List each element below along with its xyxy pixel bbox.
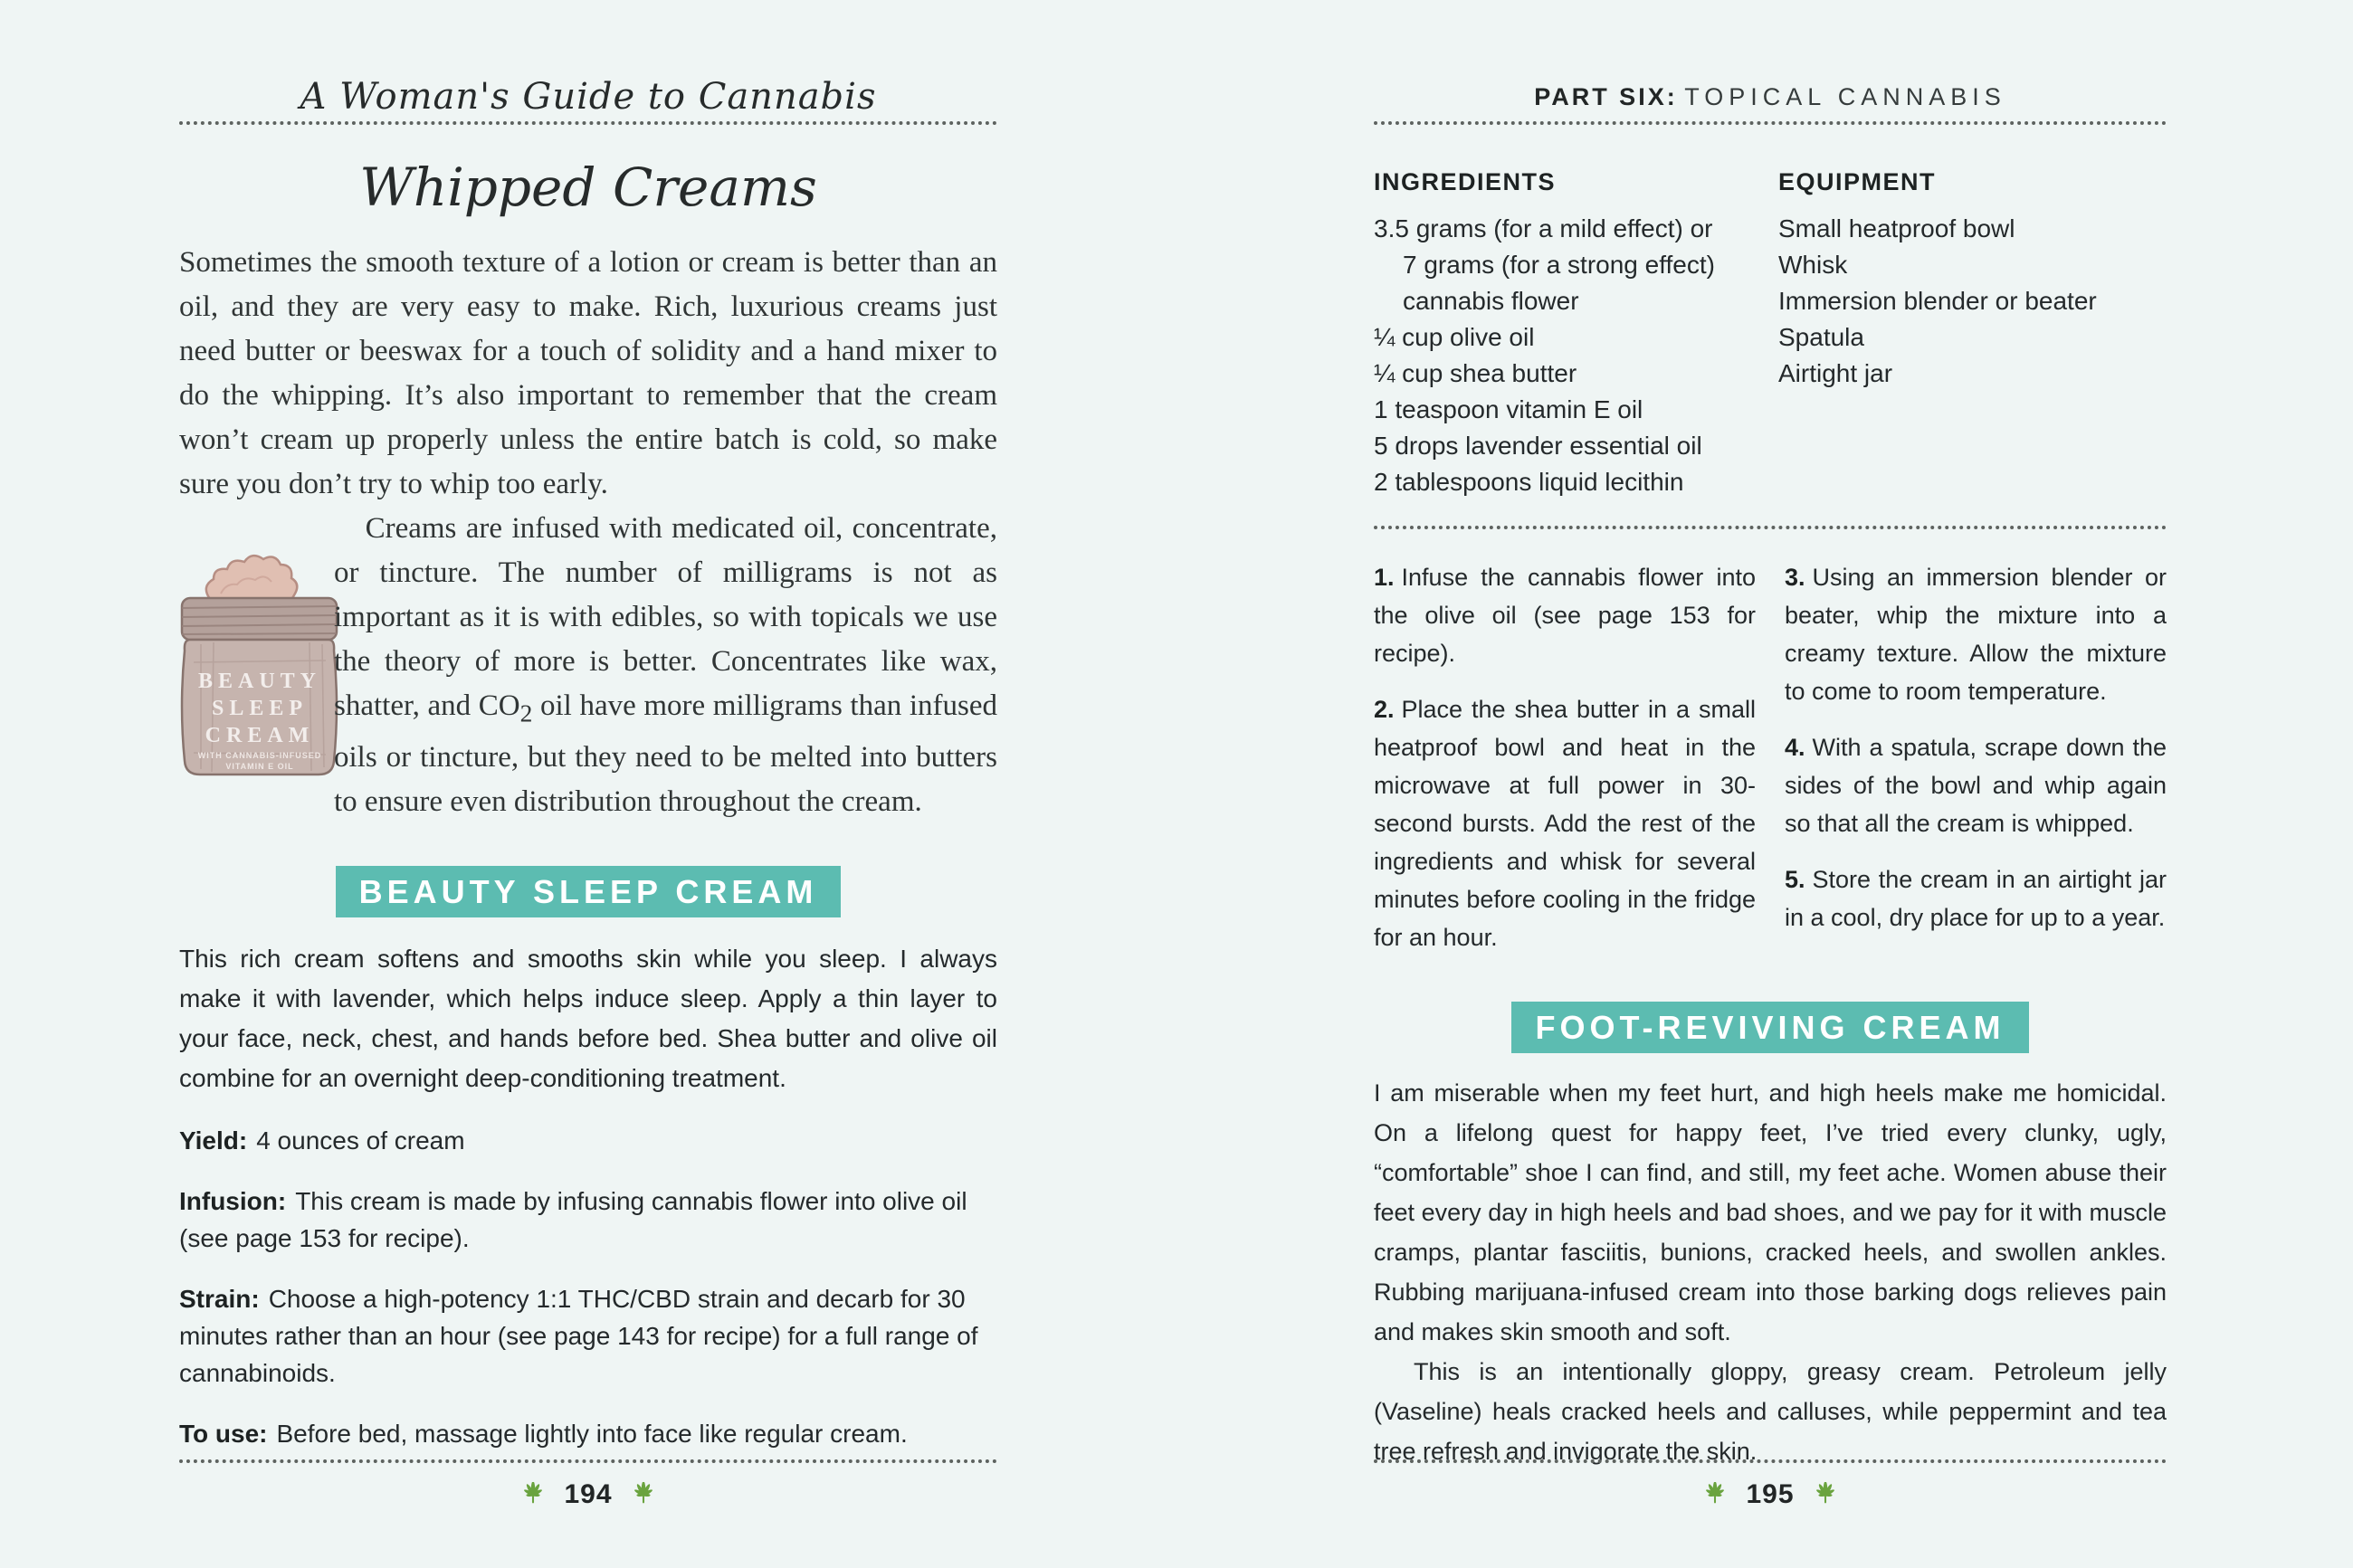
recipe-strain bbox=[179, 1280, 997, 1392]
step-3 bbox=[1785, 558, 2167, 710]
jar-label-line2: SLEEP bbox=[211, 697, 309, 720]
equipment-item: Spatula bbox=[1778, 323, 1864, 351]
cream-jar-illustration bbox=[109, 554, 322, 777]
recipe-title-badge: FOOT-REVIVING CREAM bbox=[1511, 1002, 2028, 1053]
ingredient-item: 2 tablespoons liquid lecithin bbox=[1374, 468, 1684, 496]
cannabis-leaf-icon bbox=[519, 1482, 548, 1507]
step-2 bbox=[1374, 690, 1756, 956]
foot-cream-paragraph-2: This is an intentionally gloppy, greasy cream. Petroleum jelly (Vaseline) heals cracked heels and calluses, while peppermint and tea tree refresh and invigorate the skin. bbox=[1374, 1358, 2167, 1465]
jar-label-line1: BEAUTY bbox=[197, 670, 322, 693]
jar-sublabel-line1: WITH CANNABIS-INFUSED bbox=[197, 751, 322, 760]
ingredient-item: ¼ cup shea butter bbox=[1374, 359, 1577, 387]
intro-paragraph-2-text: Creams are infused with medicated oil, concentrate, or tincture. The number of milligrams is not as important as it is with edibles, so with topicals we use the theory of more is better. Concentrates like wax, shatter, and CO bbox=[334, 512, 997, 722]
ingredient-item: 1 teaspoon vitamin E oil bbox=[1374, 395, 1643, 423]
ingredients-title: INGREDIENTS bbox=[1374, 168, 1557, 195]
cream-jar-image bbox=[157, 554, 361, 777]
to-use-value: Before bed, massage lightly into face like regular cream. bbox=[276, 1419, 908, 1448]
strain-label: Strain: bbox=[179, 1284, 260, 1313]
equipment-item: Small heatproof bowl bbox=[1778, 214, 2015, 242]
left-page-number-row bbox=[179, 1479, 997, 1510]
page-right bbox=[1374, 0, 2167, 1568]
part-name: TOPICAL CANNABIS bbox=[1684, 83, 2006, 110]
method-steps bbox=[1374, 558, 2167, 974]
step-text: Using an immersion blender or beater, whip the mixture into a creamy texture. Allow the mixture to come to room temperature. bbox=[1785, 564, 2167, 705]
equipment-column bbox=[1778, 168, 2167, 500]
ingredients-dotted-rule bbox=[1374, 526, 2167, 529]
steps-column-1 bbox=[1374, 558, 1756, 974]
step-text: Place the shea butter in a small heatproof bowl and heat in the microwave at full power in 30-second bursts. Add the rest of the ingredients and whisk for several minutes before cooling in the fridge for an hour. bbox=[1374, 696, 1756, 951]
step-4 bbox=[1785, 728, 2167, 842]
ingredient-item: cannabis flower bbox=[1403, 287, 1579, 315]
intro-paragraph-2-text-cont: oil have more milligrams than infused oils or tincture, but they need to be melted into butters to ensure even distribution throughout the cream. bbox=[334, 689, 997, 818]
jar-sublabel-line2: VITAMIN E OIL bbox=[225, 762, 294, 771]
right-page-footer bbox=[1374, 1456, 2167, 1510]
step-number: 4. bbox=[1785, 734, 1805, 761]
infusion-label: Infusion: bbox=[179, 1186, 287, 1215]
equipment-title: EQUIPMENT bbox=[1778, 168, 1937, 195]
ingredient-item: ¼ cup olive oil bbox=[1374, 323, 1535, 351]
step-number: 1. bbox=[1374, 564, 1395, 591]
equipment-item: Immersion blender or beater bbox=[1778, 287, 2097, 315]
cannabis-leaf-icon bbox=[1811, 1482, 1840, 1507]
step-text: With a spatula, scrape down the sides of the bowl and whip again so that all the cream is whipped. bbox=[1785, 734, 2167, 837]
header-dotted-rule bbox=[1374, 121, 2167, 125]
step-number: 2. bbox=[1374, 696, 1395, 723]
strain-value: Choose a high-potency 1:1 THC/CBD strain and decarb for 30 minutes rather than an hour (see page 143 for recipe) for a full range of cannabinoids. bbox=[179, 1284, 978, 1387]
part-title bbox=[1374, 76, 2167, 118]
equipment-item: Airtight jar bbox=[1778, 359, 1893, 387]
page-number: 194 bbox=[564, 1479, 613, 1509]
beauty-sleep-cream-heading bbox=[179, 866, 997, 917]
right-page-number-row bbox=[1374, 1479, 2167, 1510]
recipe-to-use bbox=[179, 1415, 997, 1452]
equipment-item: Whisk bbox=[1778, 251, 1848, 279]
recipe-yield bbox=[179, 1122, 997, 1159]
jar-label-line3: CREAM bbox=[205, 724, 315, 747]
intro-paragraph-1: Sometimes the smooth texture of a lotion or cream is better than an oil, and they are very easy to make. Rich, luxurious creams just need butter or beeswax for a touch of solidity and a hand mixer to do the whipping. It’s also important to remember that the cream won’t cream up properly unless the entire batch is cold, so make sure you don’t try to whip too early. bbox=[179, 246, 997, 500]
left-running-head bbox=[179, 0, 997, 125]
cream-swirl bbox=[206, 556, 297, 600]
book-title: A Woman's Guide to Cannabis bbox=[300, 76, 877, 118]
step-number: 3. bbox=[1785, 564, 1805, 591]
header-dotted-rule bbox=[179, 121, 997, 125]
ingredient-item: 5 drops lavender essential oil bbox=[1374, 432, 1702, 460]
steps-column-2 bbox=[1785, 558, 2167, 974]
right-running-head bbox=[1374, 0, 2167, 125]
foot-reviving-cream-heading bbox=[1374, 1002, 2167, 1053]
footer-dotted-rule bbox=[179, 1459, 997, 1463]
step-1 bbox=[1374, 558, 1756, 672]
co2-subscript: 2 bbox=[519, 698, 533, 727]
infusion-value: This cream is made by infusing cannabis flower into olive oil (see page 153 for recipe). bbox=[179, 1186, 967, 1252]
to-use-label: To use: bbox=[179, 1419, 268, 1448]
ingredient-item: 3.5 grams (for a mild effect) or bbox=[1374, 214, 1713, 242]
left-page-footer bbox=[179, 1456, 997, 1510]
recipe-infusion bbox=[179, 1183, 997, 1257]
yield-label: Yield: bbox=[179, 1126, 248, 1155]
page-number: 195 bbox=[1746, 1479, 1795, 1509]
cannabis-leaf-icon bbox=[1700, 1482, 1729, 1507]
step-text: Store the cream in an airtight jar in a cool, dry place for up to a year. bbox=[1785, 866, 2167, 931]
intro-paragraph-2 bbox=[179, 507, 997, 824]
step-5 bbox=[1785, 860, 2167, 936]
ingredients-column bbox=[1374, 168, 1778, 500]
part-number: PART SIX: bbox=[1534, 83, 1678, 110]
foot-cream-paragraph-1: I am miserable when my feet hurt, and high heels make me homicidal. On a lifelong quest for happy feet, I’ve tried every clunky, ugly, “comfortable” shoe I can find, and still, my feet ache. Women abuse their feet every day in high heels and bad shoes, and we pay for it with muscle cramps, plantar fasciitis, bunions, cracked heels, and swollen ankles. Rubbing marijuana-infused cream into those barking dogs relieves pain and makes skin smooth and soft. bbox=[1374, 1079, 2167, 1345]
footer-dotted-rule bbox=[1374, 1459, 2167, 1463]
cannabis-leaf-icon bbox=[629, 1482, 658, 1507]
recipe-title-badge: BEAUTY SLEEP CREAM bbox=[336, 866, 842, 917]
step-number: 5. bbox=[1785, 866, 1805, 893]
ingredients-equipment-block bbox=[1374, 168, 2167, 500]
recipe-intro: This rich cream softens and smooths skin while you sleep. I always make it with lavender, which helps induce sleep. Apply a thin layer to your face, neck, chest, and hands before bed. Shea butter and olive oil combine for an overnight deep-conditioning treatment. bbox=[179, 944, 997, 1092]
step-text: Infuse the cannabis flower into the olive oil (see page 153 for recipe). bbox=[1374, 564, 1756, 667]
ingredient-item: 7 grams (for a strong effect) bbox=[1403, 251, 1715, 279]
yield-value: 4 ounces of cream bbox=[256, 1126, 465, 1155]
page-left bbox=[179, 0, 997, 1568]
chapter-title: Whipped Creams bbox=[359, 157, 817, 218]
